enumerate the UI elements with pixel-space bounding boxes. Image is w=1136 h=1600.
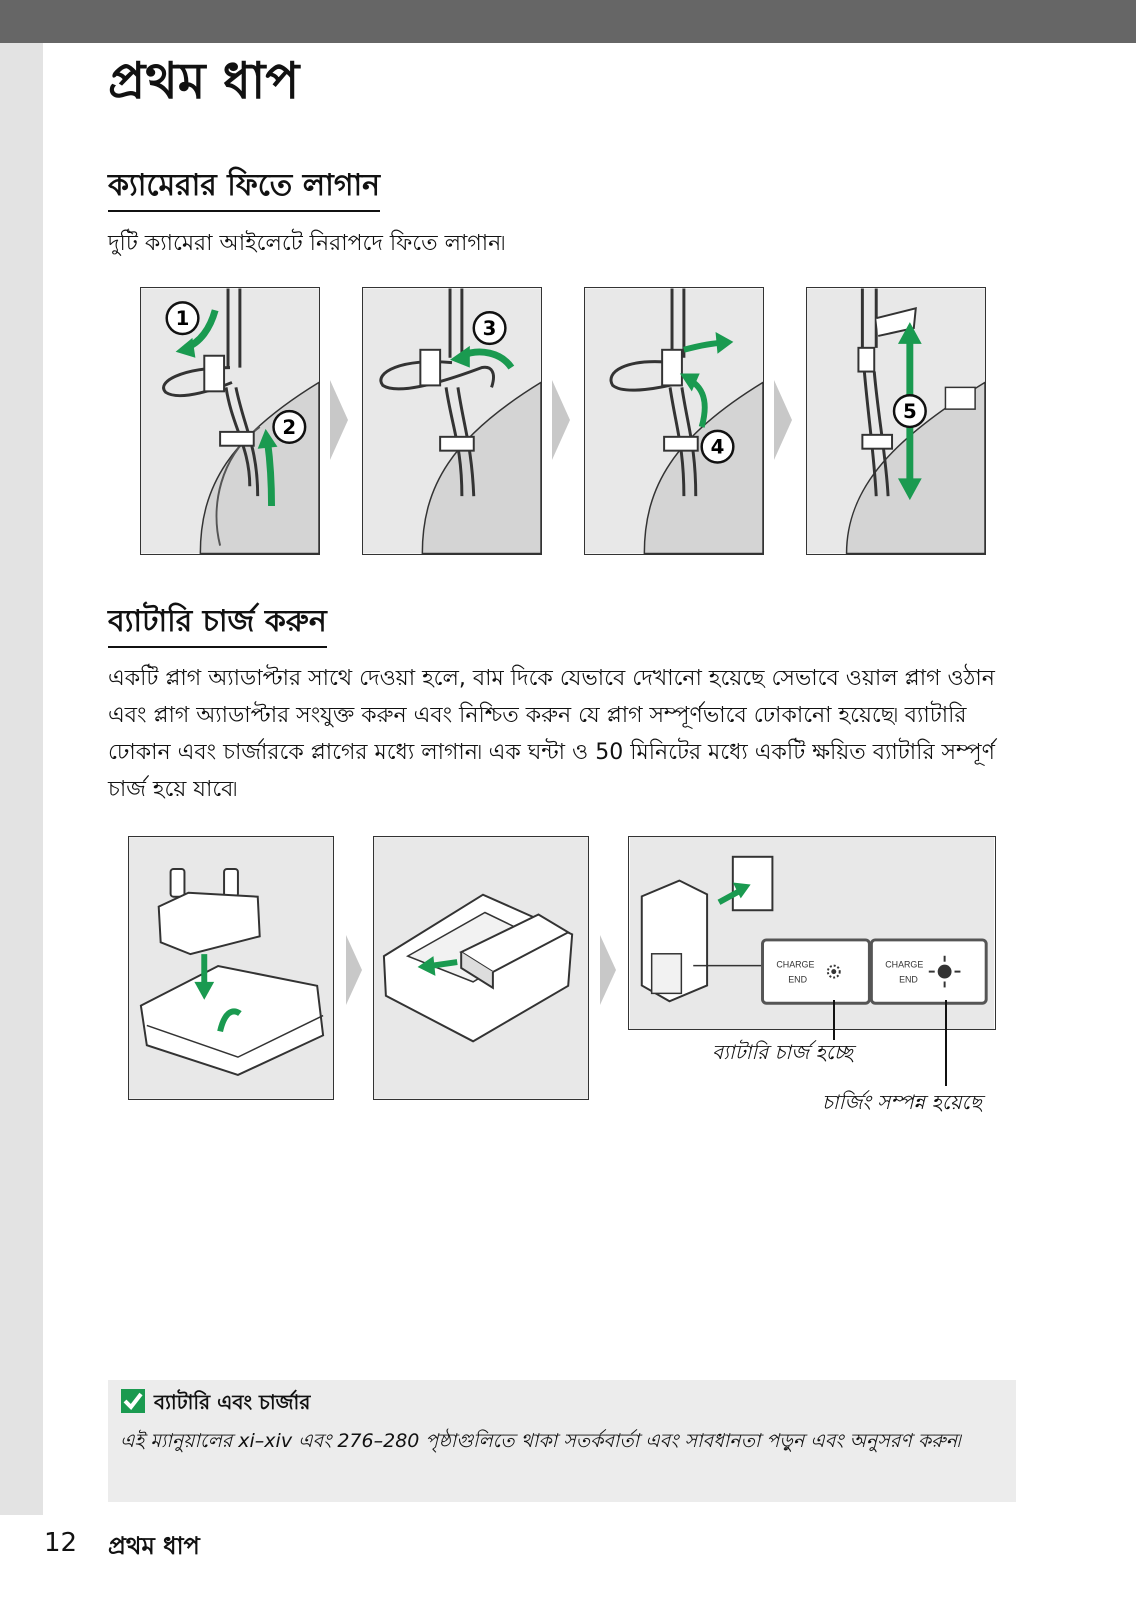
step-number-5: 5 — [902, 400, 917, 424]
lamp-label-charge-1: CHARGE — [776, 959, 815, 970]
note-box — [108, 1380, 1016, 1502]
strap-step-panel-1 — [140, 287, 320, 555]
header-bar — [0, 0, 1136, 43]
side-margin-bar — [0, 43, 43, 1515]
page-number: 12 — [44, 1528, 78, 1558]
section-heading-strap: ক্যামেরার ফিতে লাগান — [108, 166, 380, 212]
strap-step-panel-2 — [362, 287, 542, 555]
chevron-right-icon — [774, 380, 792, 460]
chevron-right-icon — [330, 380, 348, 460]
strap-step-panel-4 — [806, 287, 986, 555]
checkmark-icon — [120, 1388, 146, 1414]
chevron-right-icon — [552, 380, 570, 460]
chevron-right-icon — [346, 935, 362, 1005]
step-number-3: 3 — [482, 316, 497, 340]
lamp-label-end-2: END — [899, 974, 918, 985]
page-title: প্রথম ধাপ — [108, 52, 300, 110]
lamp-label-charge-2: CHARGE — [885, 959, 924, 970]
strap-step-panel-3 — [584, 287, 764, 555]
section-text-strap: দুটি ক্যামেরা আইলেটে নিরাপদে ফিতে লাগান৷ — [108, 231, 506, 256]
caption-charging: ব্যাটারি চার্জ হচ্ছে — [712, 1040, 853, 1064]
step-number-4: 4 — [710, 435, 725, 459]
section-text-charge: একটি প্লাগ অ্যাডাপ্টার সাথে দেওয়া হলে, বাম দিকে যেভাবে দেখানো হয়েছে সেভাবে ওয়াল প্লাগ ওঠান এবং প্লাগ অ্যাডাপ্টার সংযুক্ত করুন এবং নিশ্চিত করুন যে প্লাগ সম্পূর্ণভাবে ঢোকানো হয়েছে৷ ব্যাটারি ঢোকান এবং চার্জারকে প্লাগের মধ্যে লাগান৷ এক ঘন্টা ও 50 মিনিটের মধ্যে একটি ক্ষয়িত ব্যাটারি সম্পূর্ণ চার্জ হয়ে যাবে৷ — [108, 666, 995, 802]
lamp-label-end-1: END — [788, 974, 808, 985]
charger-panel-battery — [373, 836, 589, 1100]
note-body: এই ম্যানুয়ালের xi–xiv এবং 276–280 পৃষ্ঠাগুলিতে থাকা সতর্কবার্তা এবং সাবধানতা পড়ুন এবং অনুসরণ করুন৷ — [120, 1430, 961, 1452]
footer-title: প্রথম ধাপ — [108, 1532, 200, 1560]
step-number-2: 2 — [282, 415, 297, 439]
note-title: ব্যাটারি এবং চার্জার — [154, 1390, 311, 1414]
chevron-right-icon — [600, 935, 616, 1005]
step-number-1: 1 — [175, 307, 190, 331]
section-heading-charge: ব্যাটারি চার্জ করুন — [108, 602, 327, 648]
caption-charging-complete: চার্জিং সম্পন্ন হয়েছে — [822, 1090, 982, 1114]
charger-panel-plug — [128, 836, 334, 1100]
